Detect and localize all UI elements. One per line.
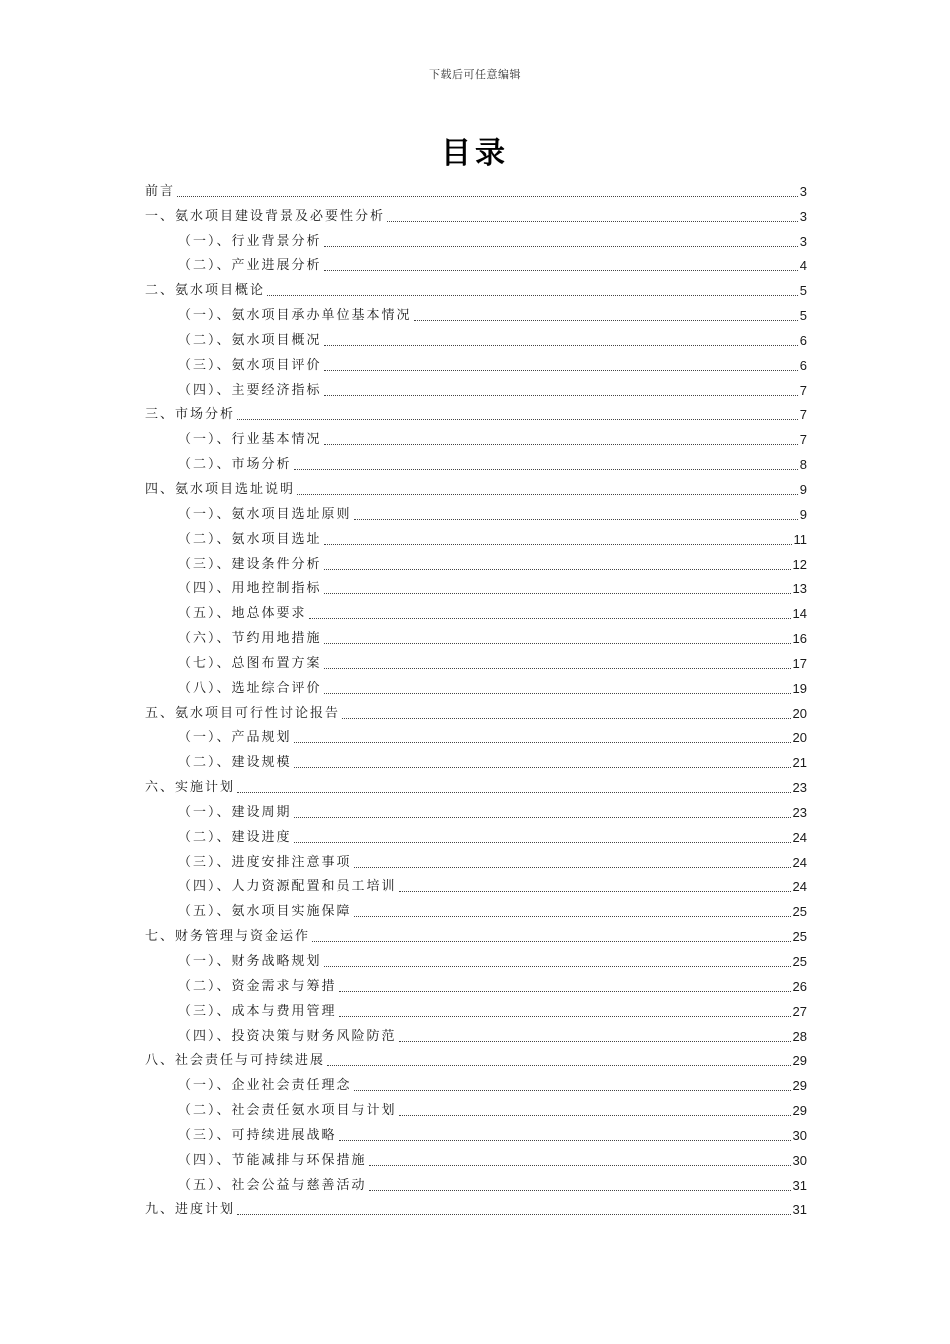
toc-page-number: 17 — [792, 655, 807, 671]
toc-dot-leader — [354, 1090, 791, 1091]
toc-page-number: 25 — [792, 904, 807, 920]
toc-subentry[interactable] — [145, 1120, 807, 1145]
toc-dot-leader — [399, 1115, 791, 1116]
toc-subentry[interactable] — [145, 1070, 807, 1095]
toc-entry-label: （一）、产品规划 — [178, 730, 292, 746]
toc-entry[interactable] — [145, 474, 807, 499]
toc-dot-leader — [237, 419, 798, 420]
toc-entry-label: （三）、建设条件分析 — [178, 556, 322, 572]
toc-subentry[interactable] — [145, 723, 807, 748]
toc-entry[interactable] — [145, 275, 807, 300]
toc-entry-label: 一、氨水项目建设背景及必要性分析 — [145, 208, 386, 224]
toc-page-number: 26 — [792, 978, 807, 994]
toc-entry[interactable] — [145, 1195, 807, 1220]
toc-entry[interactable] — [145, 921, 807, 946]
toc-dot-leader — [312, 941, 791, 942]
toc-dot-leader — [324, 345, 798, 346]
toc-entry-label: （二）、社会责任氨水项目与计划 — [178, 1103, 397, 1119]
toc-dot-leader — [369, 1165, 791, 1166]
toc-entry-label: 五、氨水项目可行性讨论报告 — [145, 705, 341, 721]
toc-entry-label: （一）、行业背景分析 — [178, 233, 322, 249]
toc-dot-leader — [324, 370, 798, 371]
toc-entry-label: （四）、用地控制指标 — [178, 581, 322, 597]
toc-title: 目录 — [441, 136, 509, 171]
toc-entry-label: （八）、选址综合评价 — [178, 680, 322, 696]
toc-subentry[interactable] — [145, 1170, 807, 1195]
toc-page-number: 6 — [799, 332, 807, 348]
toc-subentry[interactable] — [145, 449, 807, 474]
toc-dot-leader — [354, 867, 791, 868]
toc-dot-leader — [387, 221, 798, 222]
toc-entry-label: （二）、氨水项目概况 — [178, 332, 322, 348]
toc-subentry[interactable] — [145, 350, 807, 375]
toc-subentry[interactable] — [145, 648, 807, 673]
toc-dot-leader — [324, 444, 798, 445]
toc-subentry[interactable] — [145, 623, 807, 648]
toc-dot-leader — [339, 991, 791, 992]
toc-entry-label: （二）、建设进度 — [178, 829, 292, 845]
toc-page-number: 19 — [792, 680, 807, 696]
toc-dot-leader — [324, 668, 791, 669]
toc-entry-label: （六）、节约用地措施 — [178, 631, 322, 647]
toc-subentry[interactable] — [145, 549, 807, 574]
toc-entry-label: （三）、成本与费用管理 — [178, 1003, 337, 1019]
toc-page-number: 29 — [792, 1103, 807, 1119]
toc-page-number: 5 — [799, 308, 807, 324]
toc-dot-leader — [177, 196, 798, 197]
toc-dot-leader — [324, 966, 791, 967]
toc-page-number: 27 — [792, 1003, 807, 1019]
toc-dot-leader — [237, 1214, 791, 1215]
toc-entry-label: （一）、氨水项目选址原则 — [178, 506, 352, 522]
toc-entry-label: （一）、建设周期 — [178, 804, 292, 820]
toc-subentry[interactable] — [145, 822, 807, 847]
toc-subentry[interactable] — [145, 872, 807, 897]
toc-subentry[interactable] — [145, 847, 807, 872]
toc-dot-leader — [354, 519, 798, 520]
toc-entry-label: 六、实施计划 — [145, 780, 236, 796]
toc-subentry[interactable] — [145, 946, 807, 971]
toc-entry-label: （一）、氨水项目承办单位基本情况 — [178, 308, 412, 324]
toc-entry-label: （一）、行业基本情况 — [178, 432, 322, 448]
toc-page-number: 14 — [792, 606, 807, 622]
toc-subentry[interactable] — [145, 325, 807, 350]
toc-dot-leader — [327, 1065, 791, 1066]
toc-entry-label: （四）、节能减排与环保措施 — [178, 1152, 367, 1168]
toc-page-number: 16 — [792, 631, 807, 647]
toc-page-number: 20 — [792, 730, 807, 746]
toc-page-number: 5 — [799, 283, 807, 299]
toc-entry-label: （三）、进度安排注意事项 — [178, 854, 352, 870]
toc-entry-label: 二、氨水项目概论 — [145, 283, 266, 299]
toc-entry-label: （五）、社会公益与慈善活动 — [178, 1177, 367, 1193]
toc-entry-label: （二）、产业进展分析 — [178, 258, 322, 274]
toc-entry-label: （五）、地总体要求 — [178, 606, 307, 622]
toc-entry[interactable] — [145, 1046, 807, 1071]
toc-dot-leader — [399, 1041, 791, 1042]
toc-dot-leader — [339, 1016, 791, 1017]
toc-subentry[interactable] — [145, 797, 807, 822]
toc-dot-leader — [324, 544, 792, 545]
toc-entry-label: （二）、氨水项目选址 — [178, 531, 322, 547]
toc-dot-leader — [414, 320, 798, 321]
toc-dot-leader — [309, 618, 791, 619]
toc-subentry[interactable] — [145, 896, 807, 921]
toc-dot-leader — [324, 693, 791, 694]
toc-page-number: 24 — [792, 829, 807, 845]
toc-dot-leader — [294, 767, 791, 768]
toc-entry-label: （四）、主要经济指标 — [178, 382, 322, 398]
toc-entry-label: （二）、资金需求与筹措 — [178, 978, 337, 994]
toc-subentry[interactable] — [145, 971, 807, 996]
toc-dot-leader — [324, 270, 798, 271]
toc-page-number: 7 — [799, 407, 807, 423]
toc-page-number: 30 — [792, 1152, 807, 1168]
table-of-contents — [145, 176, 807, 1219]
toc-entry-label: 前言 — [145, 183, 176, 199]
toc-subentry[interactable] — [145, 1145, 807, 1170]
toc-entry[interactable] — [145, 201, 807, 226]
toc-page-number: 3 — [799, 183, 807, 199]
toc-page-number: 7 — [799, 382, 807, 398]
toc-entry-label: 三、市场分析 — [145, 407, 236, 423]
toc-entry-label: （一）、企业社会责任理念 — [178, 1078, 352, 1094]
toc-page-number: 11 — [793, 531, 807, 547]
toc-dot-leader — [324, 569, 791, 570]
toc-entry[interactable] — [145, 176, 807, 201]
toc-entry-label: （五）、氨水项目实施保障 — [178, 904, 352, 920]
toc-subentry[interactable] — [145, 424, 807, 449]
toc-page-number: 31 — [792, 1177, 807, 1193]
toc-entry-label: 七、财务管理与资金运作 — [145, 929, 311, 945]
toc-dot-leader — [324, 643, 791, 644]
toc-page-number: 28 — [792, 1028, 807, 1044]
download-note: 下载后可任意编辑 — [429, 68, 521, 81]
toc-entry-label: 八、社会责任与可持续进展 — [145, 1053, 326, 1069]
toc-subentry[interactable] — [145, 251, 807, 276]
toc-subentry[interactable] — [145, 499, 807, 524]
toc-subentry[interactable] — [145, 747, 807, 772]
toc-dot-leader — [369, 1190, 791, 1191]
toc-dot-leader — [267, 295, 798, 296]
toc-dot-leader — [339, 1140, 791, 1141]
toc-page-number: 3 — [799, 208, 807, 224]
toc-page-number: 13 — [792, 581, 807, 597]
toc-entry-label: 九、进度计划 — [145, 1202, 236, 1218]
toc-dot-leader — [324, 395, 798, 396]
toc-subentry[interactable] — [145, 375, 807, 400]
toc-page-number: 21 — [792, 755, 807, 771]
toc-subentry[interactable] — [145, 996, 807, 1021]
toc-entry-label: （三）、可持续进展战略 — [178, 1127, 337, 1143]
toc-subentry[interactable] — [145, 598, 807, 623]
toc-entry-label: （三）、氨水项目评价 — [178, 357, 322, 373]
toc-page-number: 6 — [799, 357, 807, 373]
toc-dot-leader — [294, 842, 791, 843]
toc-page-number: 24 — [792, 854, 807, 870]
toc-page-number: 24 — [792, 879, 807, 895]
toc-subentry[interactable] — [145, 1021, 807, 1046]
toc-dot-leader — [399, 891, 791, 892]
toc-dot-leader — [342, 718, 791, 719]
toc-page-number: 25 — [792, 929, 807, 945]
toc-page-number: 9 — [799, 481, 807, 497]
toc-page-number: 31 — [792, 1202, 807, 1218]
toc-page-number: 3 — [799, 233, 807, 249]
toc-dot-leader — [294, 469, 798, 470]
toc-subentry[interactable] — [145, 673, 807, 698]
toc-dot-leader — [294, 742, 791, 743]
toc-subentry[interactable] — [145, 1095, 807, 1120]
toc-dot-leader — [297, 494, 798, 495]
toc-dot-leader — [324, 593, 791, 594]
toc-page-number: 29 — [792, 1078, 807, 1094]
toc-entry[interactable] — [145, 400, 807, 425]
toc-entry-label: （四）、人力资源配置和员工培训 — [178, 879, 397, 895]
toc-entry-label: （一）、财务战略规划 — [178, 954, 322, 969]
toc-page-number: 8 — [799, 457, 807, 473]
toc-subentry[interactable] — [145, 524, 807, 549]
toc-page-number: 30 — [792, 1127, 807, 1143]
toc-subentry[interactable] — [145, 574, 807, 599]
toc-dot-leader — [294, 817, 791, 818]
toc-subentry[interactable] — [145, 300, 807, 325]
toc-page-number: 12 — [792, 556, 807, 572]
toc-page-number: 29 — [792, 1053, 807, 1069]
toc-entry[interactable] — [145, 698, 807, 723]
toc-dot-leader — [324, 246, 798, 247]
toc-page-number: 25 — [792, 954, 807, 969]
toc-entry-label: （四）、投资决策与财务风险防范 — [178, 1028, 397, 1044]
toc-entry-label: （二）、建设规模 — [178, 755, 292, 771]
toc-page-number: 4 — [799, 258, 807, 274]
toc-entry[interactable] — [145, 772, 807, 797]
toc-dot-leader — [237, 792, 791, 793]
toc-entry-label: （七）、总图布置方案 — [178, 655, 322, 671]
toc-page-number: 23 — [792, 804, 807, 820]
toc-subentry[interactable] — [145, 226, 807, 251]
toc-page-number: 20 — [792, 705, 807, 721]
toc-entry-label: （二）、市场分析 — [178, 457, 292, 473]
toc-entry-label: 四、氨水项目选址说明 — [145, 481, 296, 497]
toc-page-number: 7 — [799, 432, 807, 448]
toc-dot-leader — [354, 916, 791, 917]
toc-page-number: 9 — [799, 506, 807, 522]
toc-page-number: 23 — [792, 780, 807, 796]
